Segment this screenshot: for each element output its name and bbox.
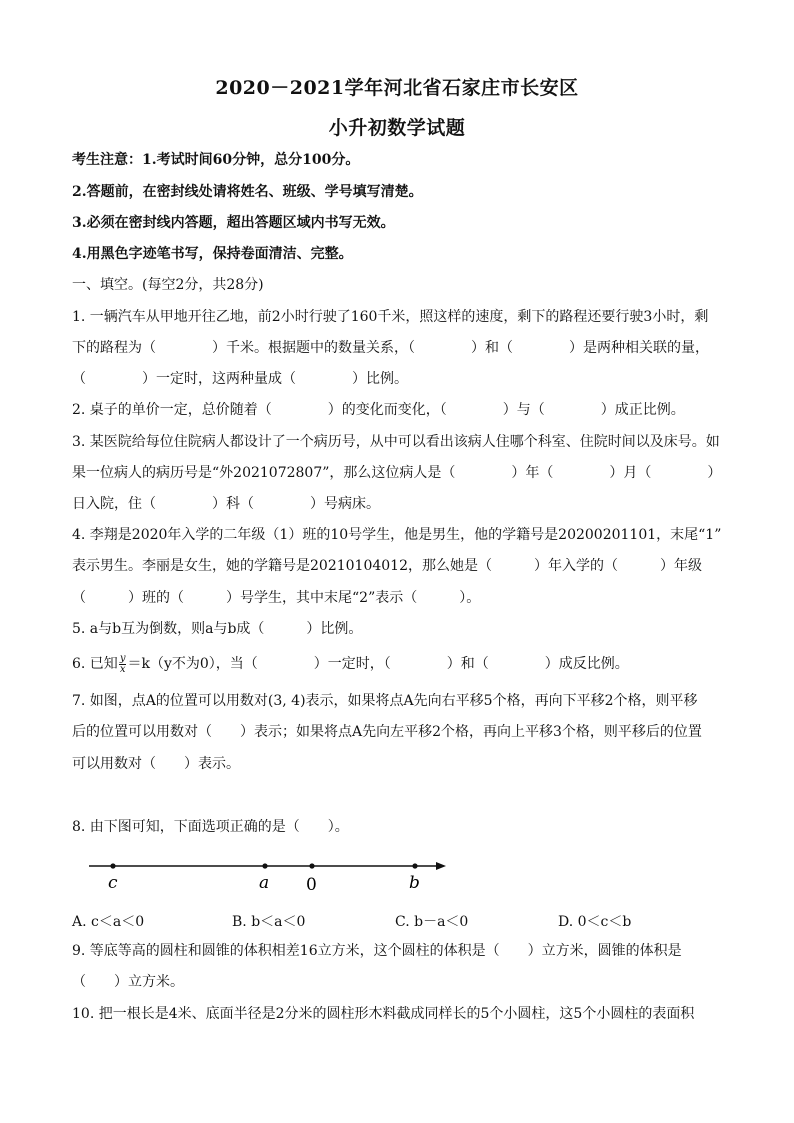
label-zero: 0	[306, 875, 317, 895]
point-0	[309, 863, 314, 868]
question-1-line-1: 1. 一辆汽车从甲地开往乙地，前2小时行驶了160千米，照这样的速度，剩下的路程还要行驶3小时，剩	[72, 309, 709, 325]
question-6-prefix: 6. 已知	[72, 656, 118, 672]
option-b: B. b＜a＜0	[232, 914, 306, 930]
fraction-numerator: y	[119, 652, 126, 664]
point-a	[262, 863, 267, 868]
question-7-line-3: 可以用数对（ ）表示。	[72, 756, 240, 772]
question-3-line-1: 3. 某医院给每位住院病人都设计了一个病历号，从中可以看出该病人住哪个科室、住院时间以及床号。如	[72, 434, 720, 450]
question-1-line-3: （ ）一定时，这两种量成（ ）比例。	[72, 371, 408, 387]
question-9-line-1: 9. 等底等高的圆柱和圆锥的体积相差16立方米，这个圆柱的体积是（ ）立方米，圆锥的体积是	[72, 943, 682, 959]
page-title: 2020－2021学年河北省石家庄市长安区	[215, 77, 579, 99]
question-9-line-2: （ ）立方米。	[72, 974, 184, 990]
question-4-line-1: 4. 李翔是2020年入学的二年级（1）班的10号学生，他是男生，他的学籍号是20200201101，末尾“1”	[72, 527, 722, 543]
option-d: D. 0＜c＜b	[558, 914, 632, 930]
question-6-suffix: ＝k（y不为0），当（ ）一定时，（ ）和（ ）成反比例。	[127, 656, 629, 672]
notice-line-1: 考生注意：1.考试时间60分钟，总分100分。	[72, 152, 360, 168]
question-10-line-1: 10. 把一根长是4米、底面半径是2分米的圆柱形木料截成同样长的5个小圆柱，这5个小圆柱的表面积	[72, 1006, 695, 1022]
notice-line-4: 4.用黑色字迹笔书写，保持卷面清洁、完整。	[72, 246, 353, 262]
question-6	[72, 651, 629, 677]
question-7-line-2: 后的位置可以用数对（ ）表示；如果将点A先向左平移2个格，再向上平移3个格，则平移后的位置	[72, 724, 702, 740]
option-c: C. b－a＜0	[395, 914, 469, 930]
notice-line-3: 3.必须在密封线内答题，超出答题区域内书写无效。	[72, 215, 395, 231]
question-2: 2. 桌子的单价一定，总价随着（ ）的变化而变化，（ ）与（ ）成正比例。	[72, 402, 685, 418]
label-a: a	[259, 873, 270, 893]
question-8: 8. 由下图可知，下面选项正确的是（ ）。	[72, 819, 349, 835]
label-b: b	[409, 873, 420, 893]
question-3-line-3: 日入院，住（ ）科（ ）号病床。	[72, 496, 380, 512]
question-3-line-2: 果一位病人的病历号是“外2021072807”，那么这位病人是（ ）年（ ）月（ ）	[72, 465, 722, 481]
fraction-y-over-x	[119, 654, 127, 675]
page-subtitle: 小升初数学试题	[328, 117, 466, 139]
point-b	[412, 863, 417, 868]
question-4-line-2: 表示男生。李丽是女生，她的学籍号是20210104012，那么她是（ ）年入学的（ ）年级	[72, 558, 702, 574]
question-4-line-3: （ ）班的（ ）号学生，其中末尾“2”表示（ ）。	[72, 590, 481, 606]
number-line-arrow-icon	[436, 862, 446, 870]
question-7-line-1: 7. 如图，点A的位置可以用数对(3, 4)表示，如果将点A先向右平移5个格，再向下平移2个格，则平移	[72, 693, 698, 709]
question-1-line-2: 下的路程为（ ）千米。根据题中的数量关系，（ ）和（ ）是两种相关联的量，	[72, 340, 709, 356]
question-5: 5. a与b互为倒数，则a与b成（ ）比例。	[72, 621, 363, 637]
point-c	[110, 863, 115, 868]
option-a: A. c＜a＜0	[72, 914, 145, 930]
label-c: c	[108, 873, 118, 893]
notice-line-2: 2.答题前，在密封线处请将姓名、班级、学号填写清楚。	[72, 184, 423, 200]
fraction-denominator: x	[119, 663, 126, 675]
section-heading: 一、填空。(每空2分，共28分)	[72, 277, 264, 293]
